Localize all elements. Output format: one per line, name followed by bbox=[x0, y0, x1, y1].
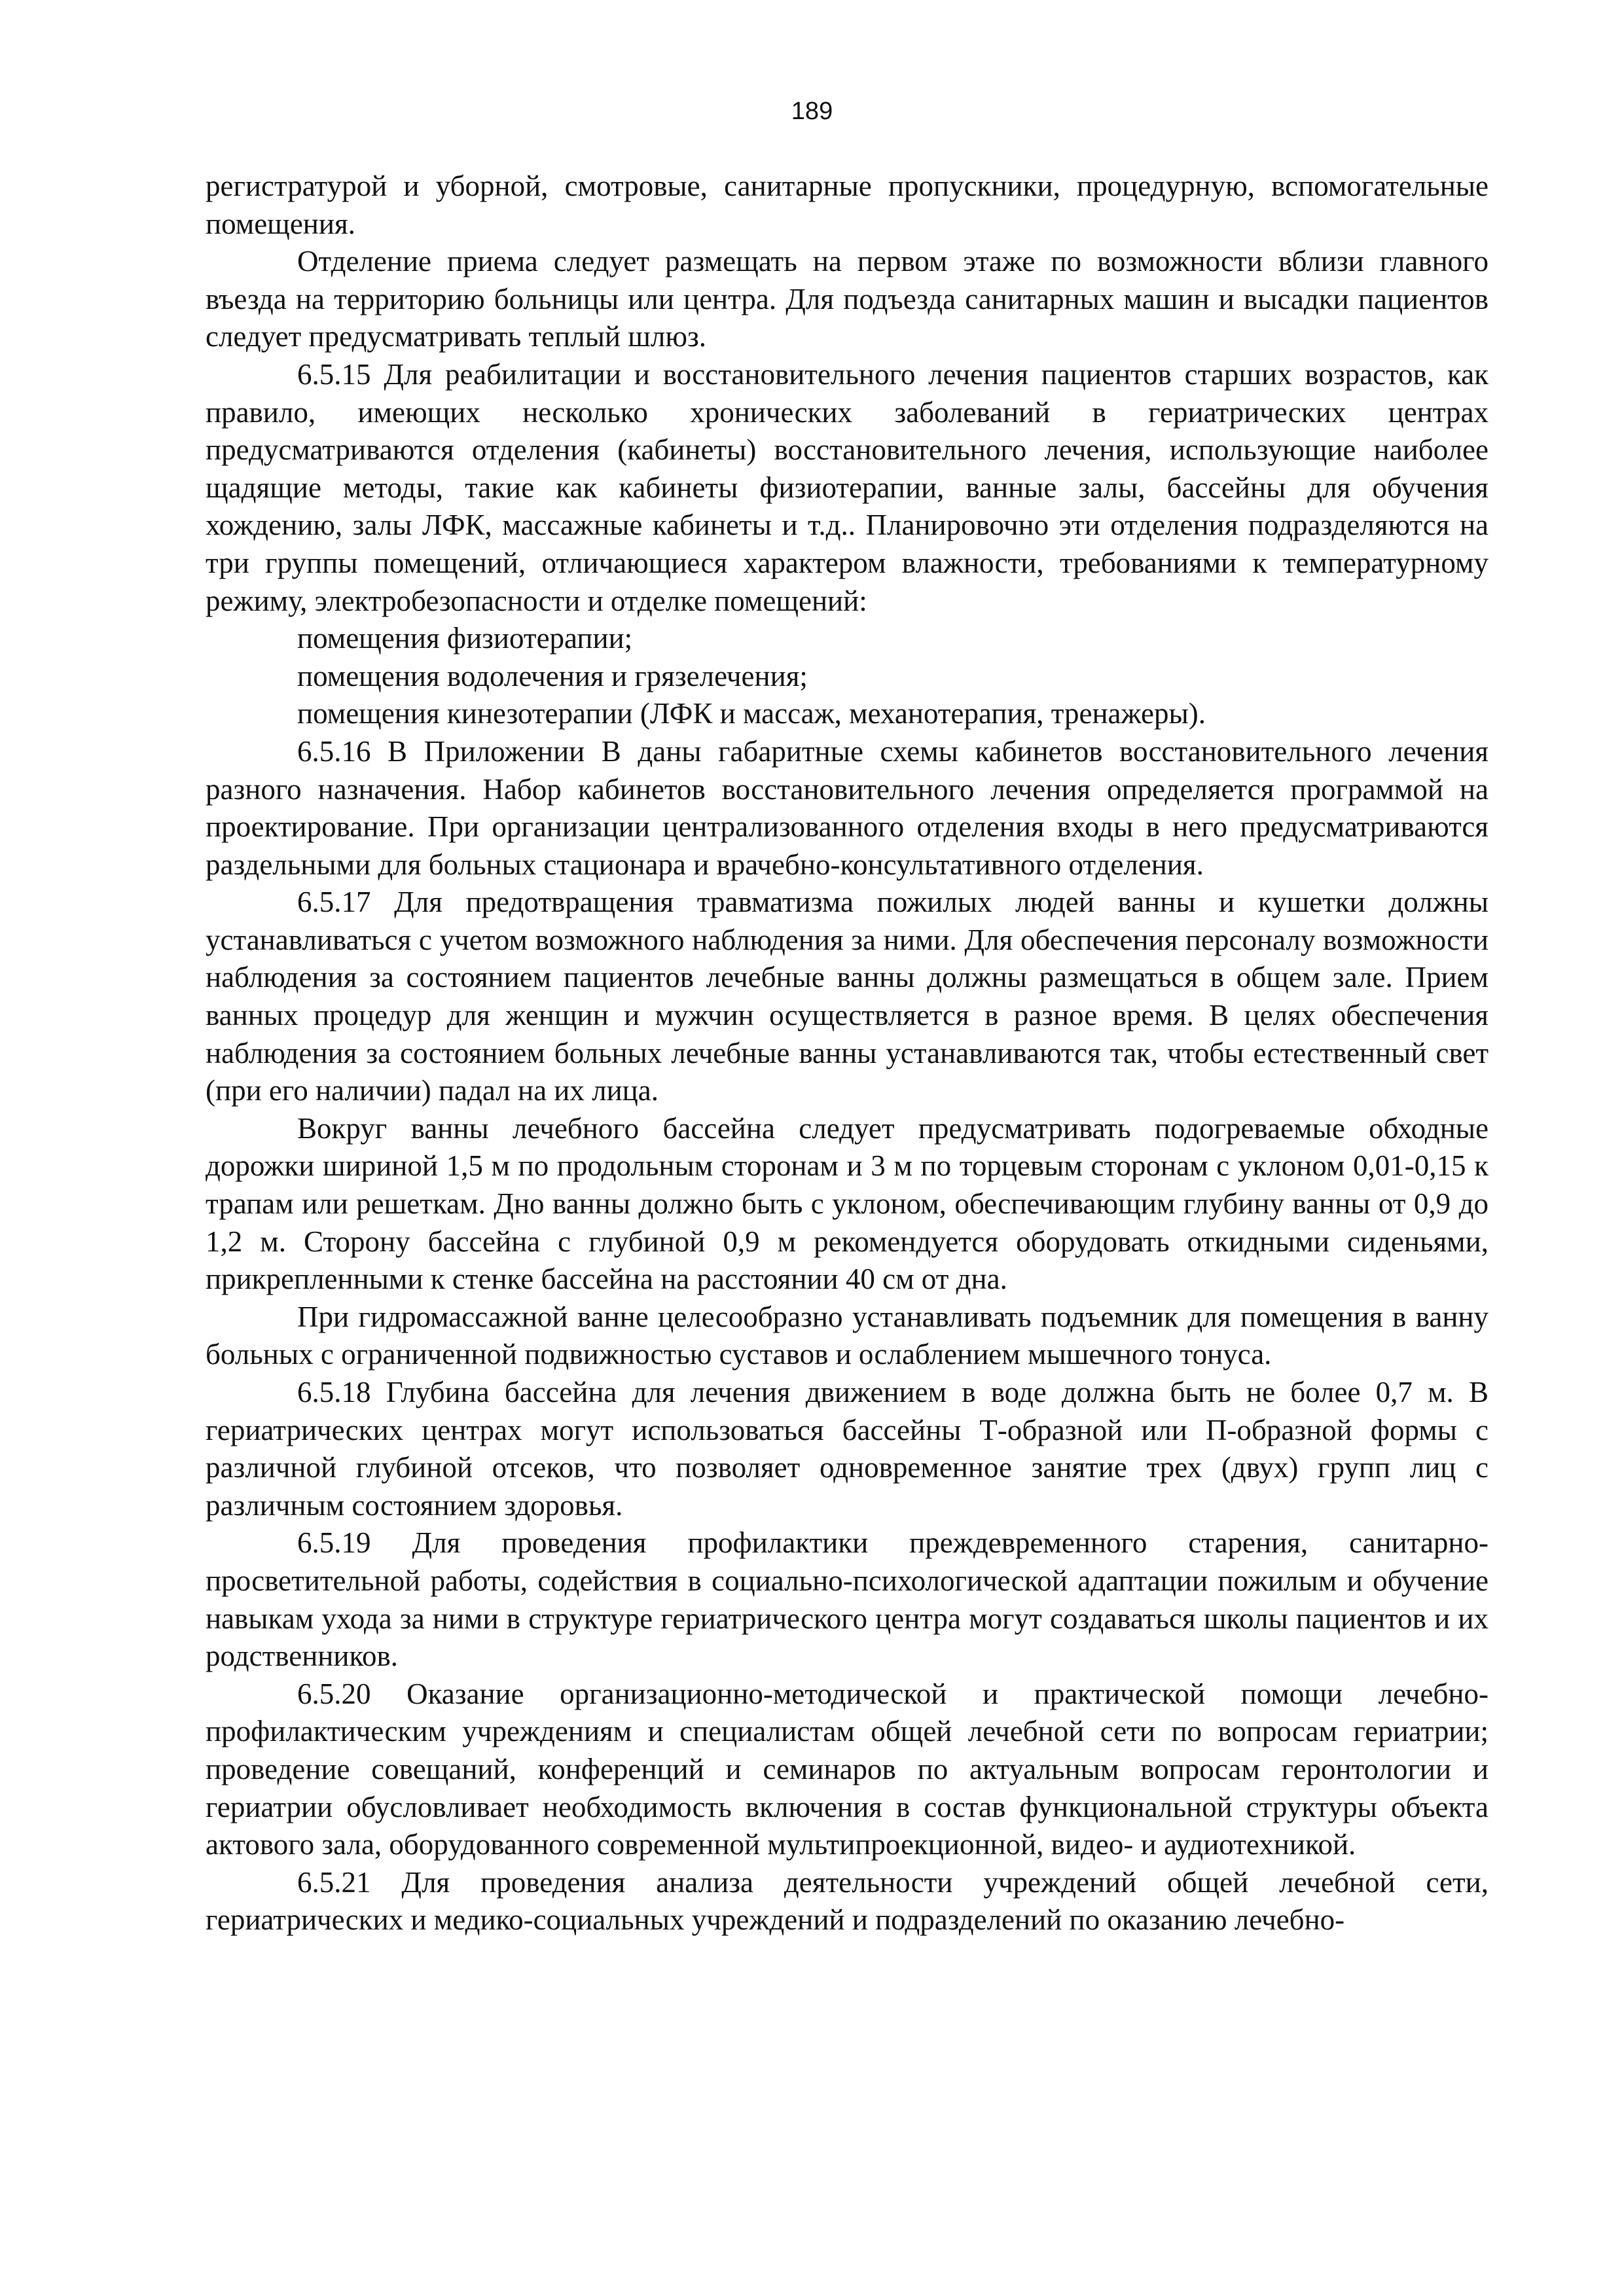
paragraph-6-5-15: 6.5.15 Для реабилитации и восстановительного лечения пациентов старших возрастов, как правило, имеющих несколько хронических заболеваний в гериатрических центрах предусматриваются отделения (кабинеты) восстановительного лечения, использующие наиболее щадящие методы, такие как кабинеты физиотерапии, ванные залы, бассейны для обучения хождению, залы ЛФК, массажные кабинеты и т.д.. Планировочно эти отделения подразделяются на три группы помещений, отличающиеся характером влажности, требованиями к температурному режиму, электробезопасности и отделке помещений: bbox=[206, 357, 1489, 617]
paragraph-pool-walkways: Вокруг ванны лечебного бассейна следует предусматривать подогреваемые обходные дорожки шириной 1,5 м по продольным сторонам и 3 м по торцевым сторонам с уклоном 0,01-0,15 к трапам или решеткам. Дно ванны должно быть с уклоном, обеспечивающим глубину ванны от 0,9 до 1,2 м. Сторону бассейна с глубиной 0,9 м рекомендуется оборудовать откидными сиденьями, прикрепленными к стенке бассейна на расстоянии 40 см от дна. bbox=[206, 1111, 1489, 1296]
paragraph-continuation: регистратурой и уборной, смотровые, санитарные пропускники, процедурную, вспомогательные помещения. bbox=[206, 170, 1489, 240]
paragraph-6-5-17: 6.5.17 Для предотвращения травматизма пожилых людей ванны и кушетки должны устанавливаться с учетом возможного наблюдения за ними. Для обеспечения персоналу возможности наблюдения за состоянием пациентов лечебные ванны должны размещаться в общем зале. Прием ванных процедур для женщин и мужчин осуществляется в разное время. В целях обеспечения наблюдения за состоянием больных лечебные ванны устанавливаются так, чтобы естественный свет (при его наличии) падал на их лица. bbox=[206, 886, 1489, 1107]
paragraph-6-5-21: 6.5.21 Для проведения анализа деятельности учреждений общей лечебной сети, гериатрических и медико-социальных учреждений и подразделений по оказанию лечебно- bbox=[206, 1865, 1489, 1937]
page-number: 189 bbox=[791, 98, 833, 125]
list-item-physiotherapy: помещения физиотерапии; bbox=[297, 622, 633, 655]
paragraph-reception-department: Отделение приема следует размещать на первом этаже по возможности вблизи главного въезда на территорию больницы или центра. Для подъезда санитарных машин и высадки пациентов следует предусматривать теплый шлюз. bbox=[206, 245, 1489, 353]
document-body bbox=[206, 168, 1489, 1939]
paragraph-6-5-16: 6.5.16 В Приложении В даны габаритные схемы кабинетов восстановительного лечения разного назначения. Набор кабинетов восстановительного лечения определяется программой на проектирование. При организации централизованного отделения входы в него предусматриваются раздельными для больных стационара и врачебно-консультативного отделения. bbox=[206, 734, 1489, 881]
list-item-kinesiotherapy: помещения кинезотерапии (ЛФК и массаж, механотерапия, тренажеры). bbox=[297, 697, 1206, 730]
paragraph-6-5-19: 6.5.19 Для проведения профилактики преждевременного старения, санитарно-просветительной работы, содействия в социально-психологической адаптации пожилым и обучение навыкам ухода за ними в структуре гериатрического центра могут создаваться школы пациентов и их родственников. bbox=[206, 1526, 1489, 1673]
paragraph-6-5-20: 6.5.20 Оказание организационно-методической и практической помощи лечебно-профилактическим учреждениям и специалистам общей лечебной сети по вопросам гериатрии; проведение совещаний, конференций и семинаров по актуальным вопросам геронтологии и гериатрии обусловливает необходимость включения в состав функциональной структуры объекта актового зала, оборудованного современной мультипроекционной, видео- и аудиотехникой. bbox=[206, 1677, 1489, 1861]
list-item-hydrotherapy: помещения водолечения и грязелечения; bbox=[297, 659, 808, 692]
paragraph-6-5-18: 6.5.18 Глубина бассейна для лечения движением в воде должна быть не более 0,7 м. В гериатрических центрах могут использоваться бассейны Т-образной или П-образной формы с различной глубиной отсеков, что позволяет одновременное занятие трех (двух) групп лиц с различным состоянием здоровья. bbox=[206, 1376, 1489, 1522]
paragraph-hydromassage-lift: При гидромассажной ванне целесообразно устанавливать подъемник для помещения в ванну больных с ограниченной подвижностью суставов и ослаблением мышечного тонуса. bbox=[206, 1300, 1489, 1371]
